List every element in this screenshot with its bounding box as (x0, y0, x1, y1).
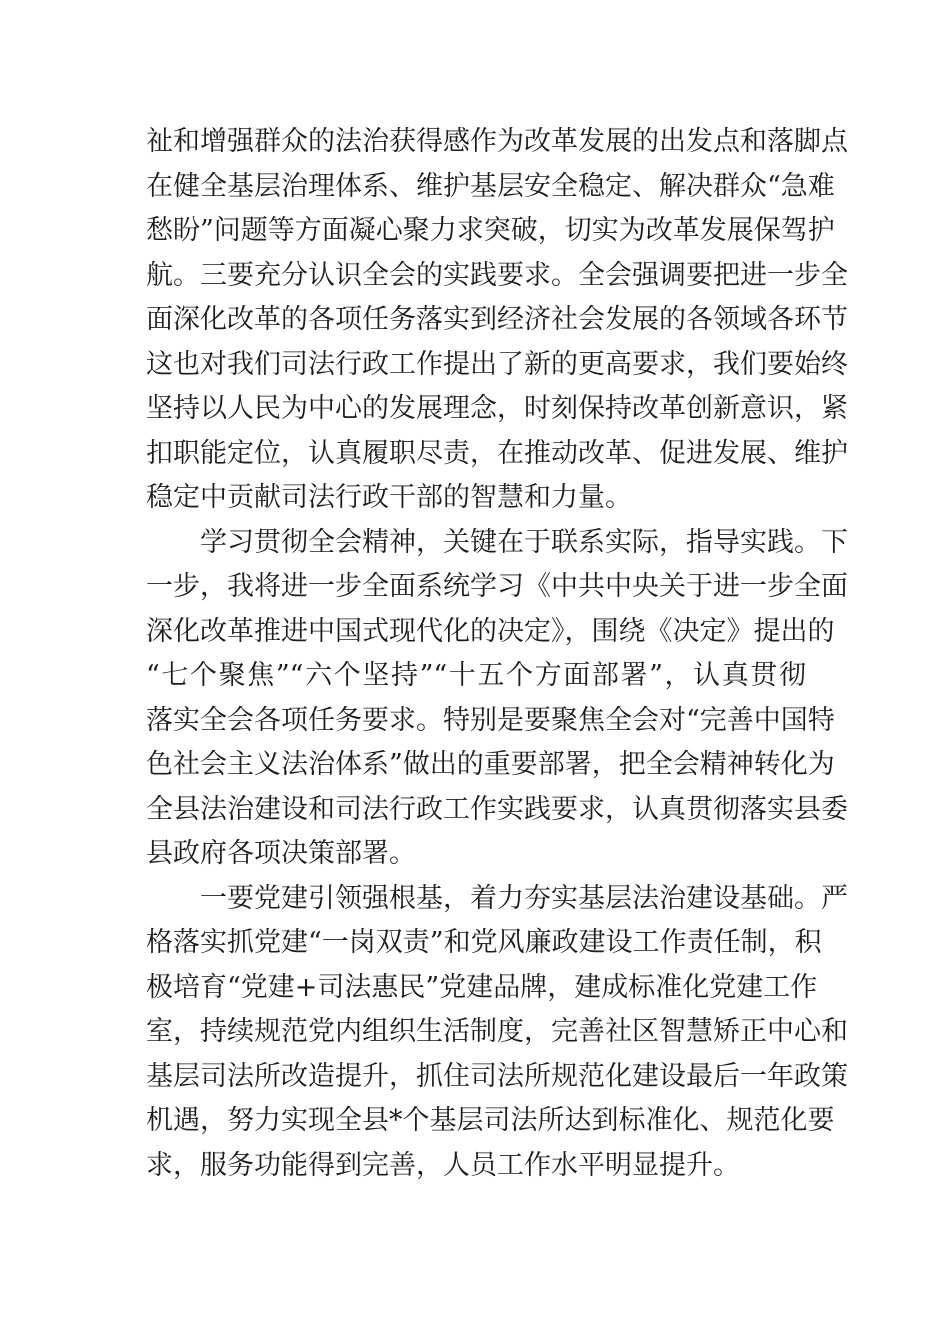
text-line: 一要党建引领强根基，着力夯实基层法治建设基础。严 (200, 882, 848, 914)
paragraph-study (146, 521, 848, 877)
text-line: 稳定中贡献司法行政干部的智慧和力量。 (146, 482, 632, 513)
text-line: 深化改革推进中国式现代化的决定》，围绕《决定》提出的 (146, 615, 835, 647)
text-line: 县政府各项决策部署。 (146, 838, 416, 869)
text-line: 一步，我将进一步全面系统学习《中共中央关于进一步全面 (146, 571, 848, 602)
text-line: 面深化改革的各项任务落实到经济社会发展的各领域各环节 (146, 304, 848, 335)
body-text (146, 120, 848, 1188)
paragraph-continuation (146, 120, 848, 521)
text-line: “七个聚焦”“六个坚持”“十五个方面部署”，认真贯彻 (146, 660, 806, 691)
text-line: 求，服务功能得到完善，人员工作水平明显提升。 (146, 1149, 740, 1181)
text-line: 航。三要充分认识全会的实践要求。全会强调要把进一步全 (146, 259, 848, 291)
text-line: 落实全会各项任务要求。特别是要聚焦全会对“完善中国特 (146, 704, 835, 736)
text-line: 学习贯彻全会精神，关键在于联系实际，指导实践。下 (200, 526, 848, 558)
text-line: 机遇，努力实现全县*个基层司法所达到标准化、规范化要 (146, 1105, 835, 1136)
text-line: 基层司法所改造提升，抓住司法所规范化建设最后一年政策 (146, 1060, 848, 1092)
text-line: 全县法治建设和司法行政工作实践要求，认真贯彻落实县委 (146, 793, 848, 825)
text-line: 祉和增强群众的法治获得感作为改革发展的出发点和落脚点 (146, 126, 848, 157)
text-line: 格落实抓党建“一岗双责”和党风廉政建设工作责任制，积 (146, 927, 822, 958)
text-line: 这也对我们司法行政工作提出了新的更高要求，我们要始终 (146, 348, 848, 380)
text-line: 在健全基层治理体系、维护基层安全稳定、解决群众“急难 (146, 170, 835, 202)
text-line: 室，持续规范党内组织生活制度，完善社区智慧矫正中心和 (146, 1016, 848, 1047)
text-line: 扣职能定位，认真履职尽责，在推动改革、促进发展、维护 (146, 437, 848, 469)
paragraph-party-building (146, 877, 848, 1189)
text-line: 色社会主义法治体系”做出的重要部署，把全会精神转化为 (146, 749, 835, 780)
text-line: 愁盼”问题等方面凝心聚力求突破，切实为改革发展保驾护 (146, 215, 835, 246)
text-line: 坚持以人民为中心的发展理念，时刻保持改革创新意识，紧 (146, 393, 848, 424)
text-line: 极培育“党建+司法惠民”党建品牌，建成标准化党建工作 (146, 971, 818, 1003)
